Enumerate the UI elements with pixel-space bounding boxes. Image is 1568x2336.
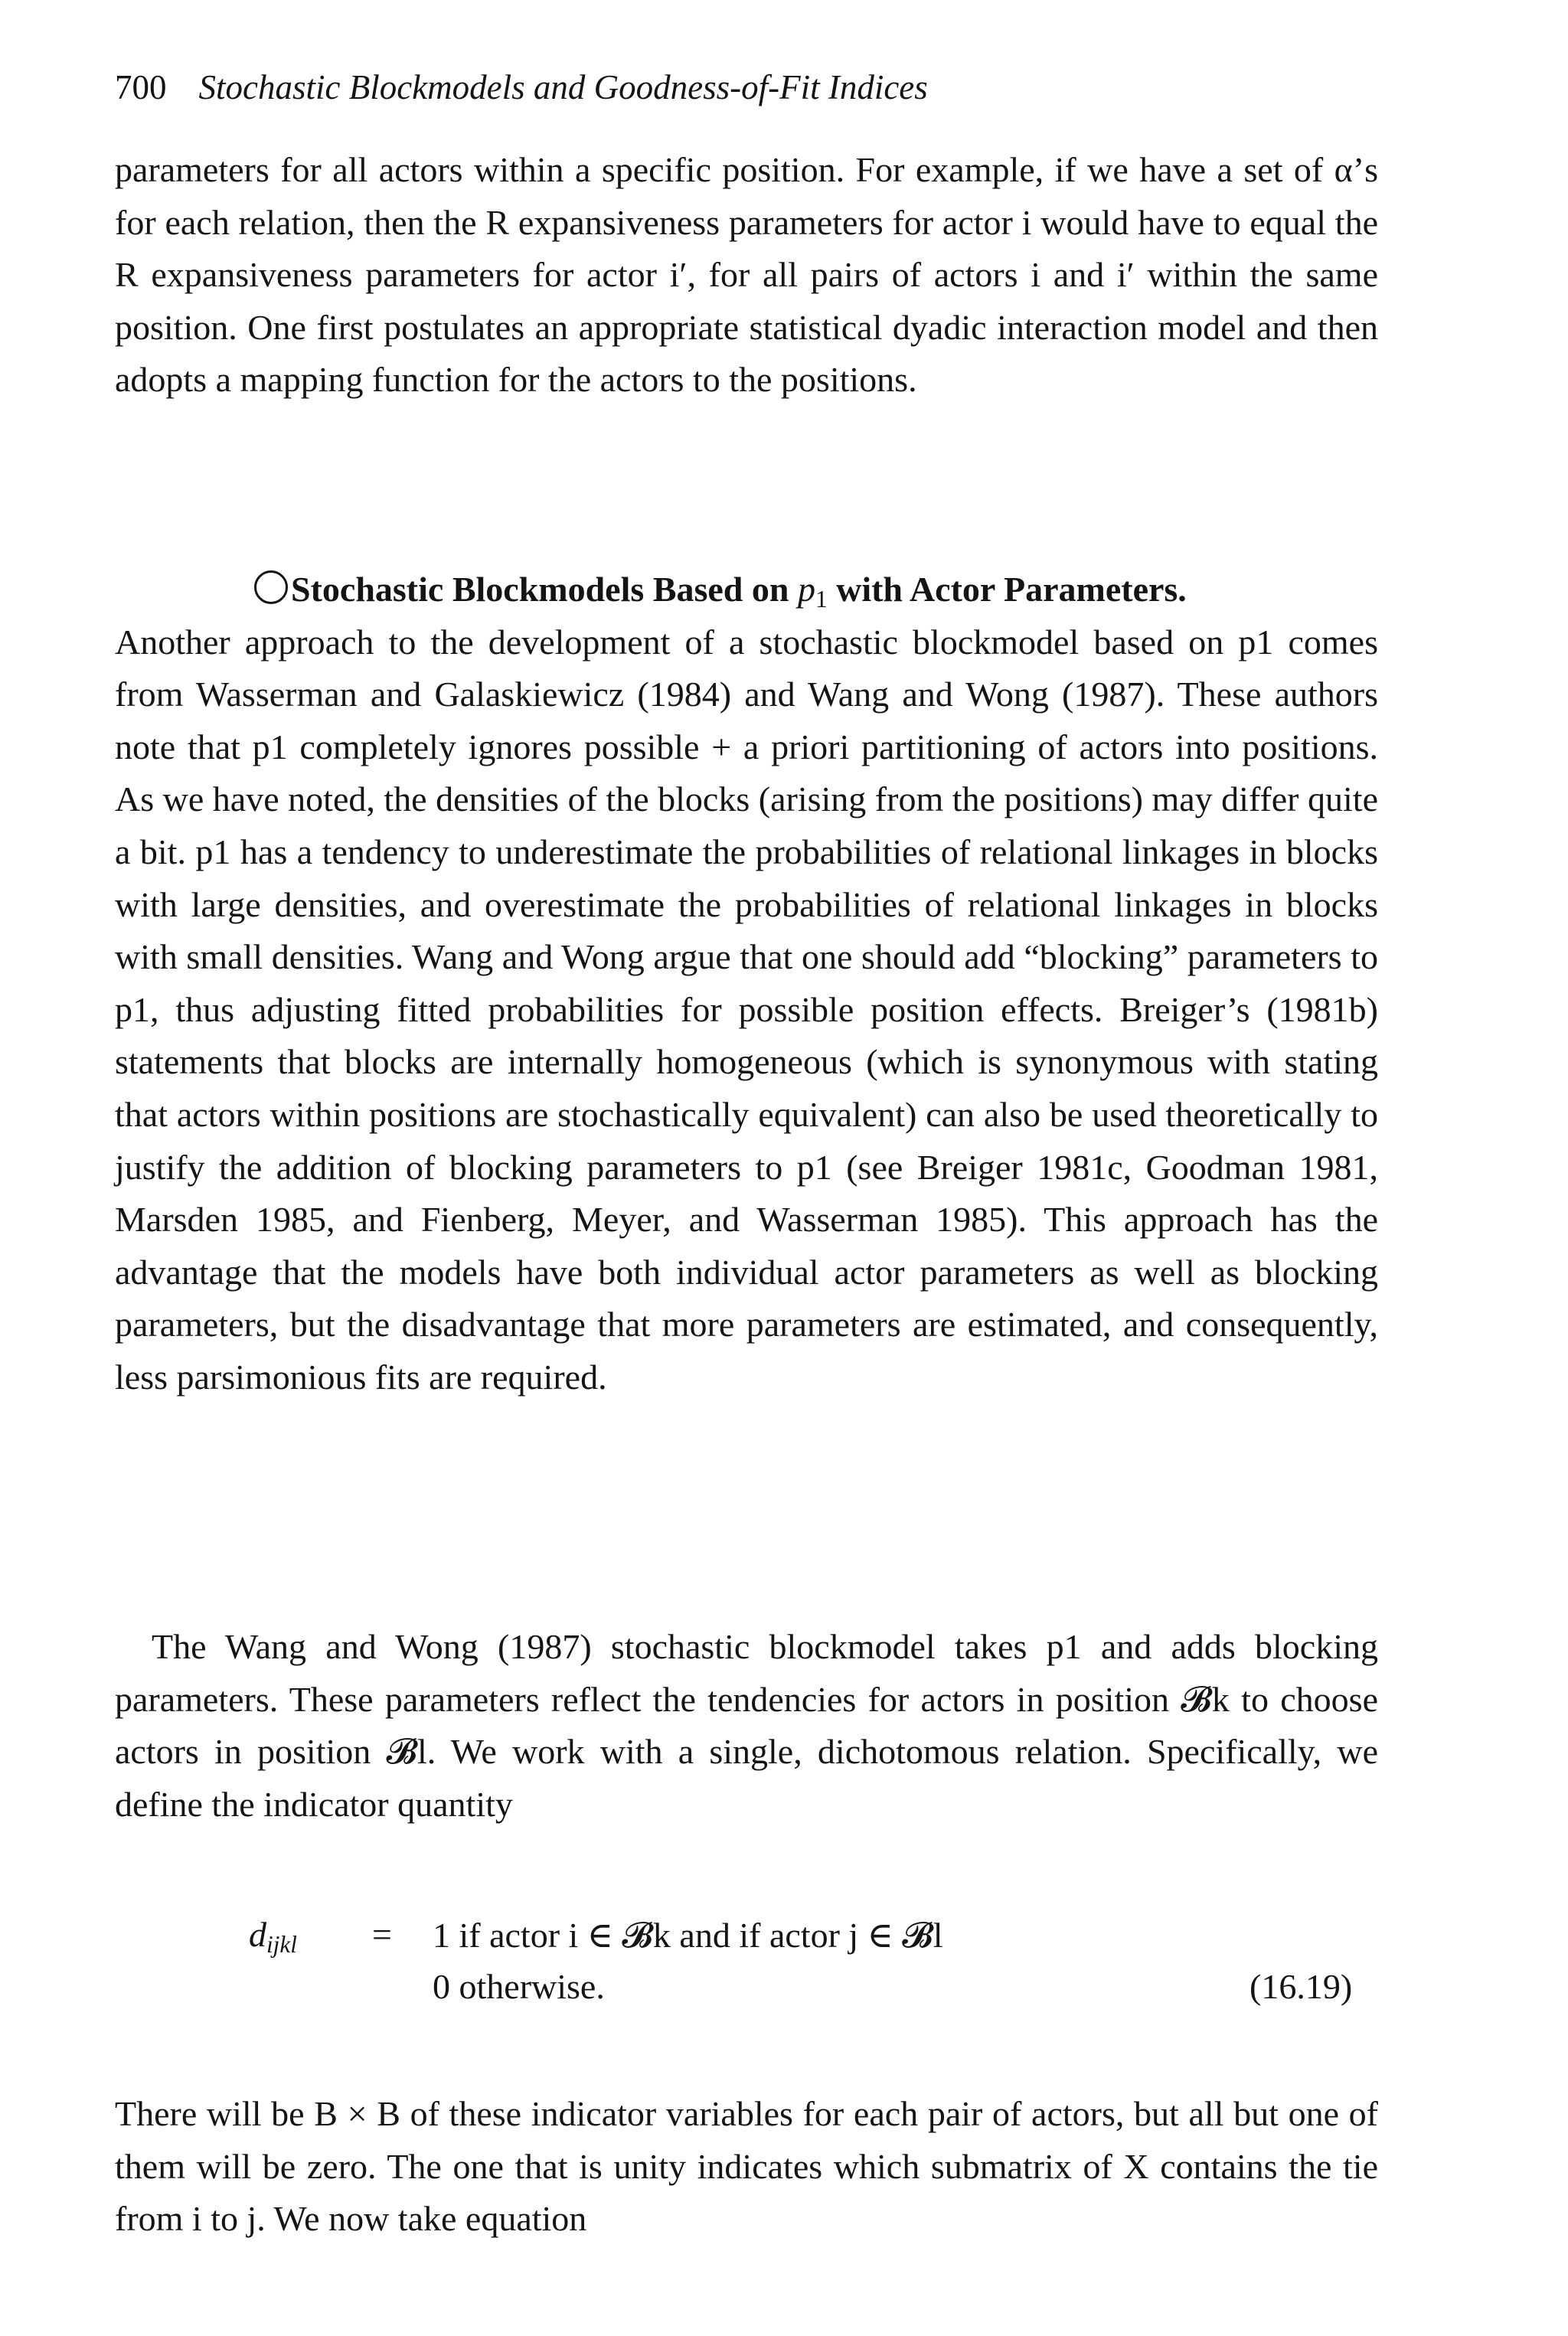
running-title: Stochastic Blockmodels and Goodness-of-Fit Indices bbox=[198, 68, 928, 106]
equation-equals: = bbox=[372, 1915, 392, 1954]
equation-case-1: 1 if actor i ∈ 𝓑k and if actor j ∈ 𝓑l bbox=[433, 1916, 943, 1955]
equation-number: (16.19) bbox=[1250, 1967, 1353, 2006]
paragraph-4: There will be B × B of these indicator variables for each pair of actors, but all but one of them will be zero. The one that is unity indicates which submatrix of X contains the tie from i to j. We now take equation bbox=[115, 2094, 1378, 2239]
section-block bbox=[115, 564, 1378, 1404]
running-header bbox=[115, 67, 928, 107]
circle-mark-icon bbox=[254, 570, 288, 604]
page-number: 700 bbox=[115, 68, 167, 106]
equation-case-2: 0 otherwise. bbox=[433, 1967, 605, 2006]
paragraph-1: parameters for all actors within a specific position. For example, if we have a set of α’s for each relation, then the R expansiveness parameters for actor i would have to equal the R expansiveness parameters for actor i′, for all pairs of actors i and i′ within the same position. One first postulates an appropriate statistical dyadic interaction model and then adopts a mapping function for the actors to the positions. bbox=[115, 150, 1378, 400]
paragraph-2: Another approach to the development of a stochastic blockmodel based on p1 comes from Wasserman and Galaskiewicz (1984) and Wang and Wong (1987). These authors note that p1 completely ignores possible + a priori partitioning of actors into positions. As we have noted, the densities of the blocks (arising from the positions) may differ quite a bit. p1 has a tendency to underestimate the probabilities of relational linkages in blocks with large densities, and overestimate the probabilities of relational linkages in blocks with small densities. Wang and Wong argue that one should add “blocking” parameters to p1, thus adjusting fitted probabilities for possible position effects. Breiger’s (1981b) statements that blocks are internally homogeneous (which is synonymous with stating that actors within positions are stochastically equivalent) can also be used theoretically to justify the addition of blocking parameters to p1 (see Breiger 1981c, Goodman 1981, Marsden 1985, and Fienberg, Meyer, and Wasserman 1985). This approach has the advantage that the models have both individual actor parameters as well as blocking parameters, but the disadvantage that more parameters are estimated, and consequently, less parsimonious fits are required. bbox=[115, 622, 1378, 1397]
section-heading: Stochastic Blockmodels Based on $p_1$ with Actor Parameters. bbox=[115, 564, 1378, 616]
paragraph-3: The Wang and Wong (1987) stochastic blockmodel takes p1 and adds blocking parameters. These parameters reflect the tendencies for actors in position 𝓑k to choose actors in position 𝓑l. We work with a single, dichotomous relation. Specifically, we define the indicator quantity bbox=[115, 1627, 1378, 1824]
equation-lhs: $d_{ijkl}$ bbox=[249, 1915, 297, 1958]
